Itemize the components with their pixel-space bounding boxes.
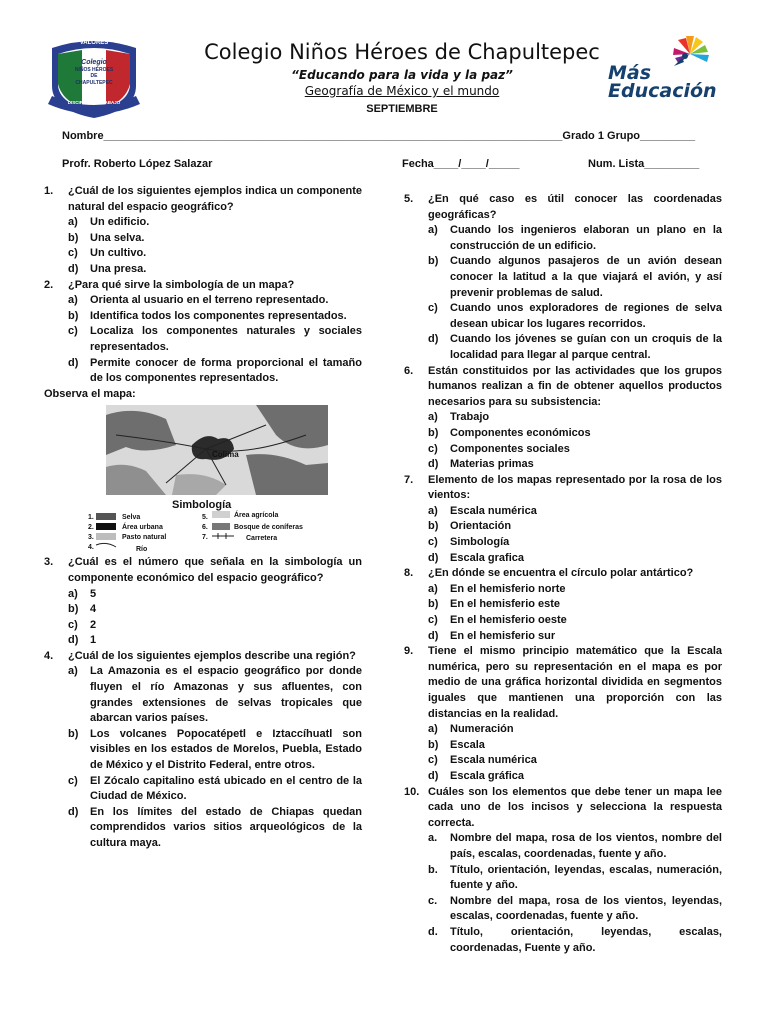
brand-line-2: Educación (608, 80, 717, 102)
option-text: Cuando algunos pasajeros de un avión desean conocer la latitud a la que viajará el avión, y así prevenir problemas de salud. (450, 255, 722, 299)
option-letter: b) (428, 426, 439, 439)
list-number-field[interactable]: Num. Lista_________ (588, 158, 700, 170)
question (44, 278, 362, 294)
answer-option[interactable] (68, 805, 362, 852)
answer-option[interactable] (68, 356, 362, 387)
legend-label-2: Área urbana (122, 524, 163, 532)
question-number: 2. (44, 278, 54, 291)
answer-option[interactable] (428, 332, 722, 363)
answer-option[interactable] (428, 551, 722, 567)
crest-top-text: VALORES (79, 40, 109, 46)
option-text: Componentes económicos (450, 426, 591, 439)
crest-line-3: DE (90, 73, 98, 79)
answer-option[interactable] (428, 613, 722, 629)
legend-num-2: 2. (88, 524, 94, 532)
option-letter: d) (428, 333, 439, 346)
answer-option[interactable] (428, 457, 722, 473)
question-number: 8. (404, 567, 414, 580)
option-letter: a) (68, 294, 78, 307)
brand-text (608, 64, 717, 100)
option-letter: c) (428, 442, 438, 455)
answer-option[interactable] (68, 293, 362, 309)
question (404, 473, 722, 504)
option-text: Materias primas (450, 458, 534, 471)
answer-option[interactable] (68, 664, 362, 726)
question-text: Están constituidos por las actividades que los grupos humanos realizan a fin de obtener aquellos productos necesarios para su subsistencia: (428, 364, 722, 408)
option-text: Escala numérica (450, 754, 537, 767)
legend-num-5: 5. (202, 514, 208, 522)
question (404, 785, 722, 832)
option-letter: a) (68, 665, 78, 678)
answer-option[interactable] (428, 504, 722, 520)
legend-num-6: 6. (202, 524, 208, 532)
option-letter: c) (68, 247, 78, 260)
crest-center-text (74, 60, 114, 86)
answer-option[interactable] (68, 727, 362, 774)
answer-option[interactable] (428, 753, 722, 769)
option-text: Orienta al usuario en el terreno representado. (90, 294, 329, 307)
question (44, 184, 362, 215)
option-text: Una selva. (90, 231, 145, 244)
option-letter: d) (68, 634, 79, 647)
option-text: Simbología (450, 536, 510, 549)
answer-option[interactable] (68, 602, 362, 618)
option-text: Trabajo (450, 411, 490, 424)
option-letter: c) (428, 614, 438, 627)
question-number: 6. (404, 364, 414, 377)
option-text: Título, orientación, leyendas, escalas, coordenadas, Fuente y año. (450, 925, 722, 954)
option-text: En el hemisferio sur (450, 629, 556, 642)
option-text: 2 (90, 618, 97, 631)
right-column (404, 192, 722, 956)
legend-label-5: Área agrícola (234, 512, 279, 520)
answer-option[interactable] (68, 309, 362, 325)
answer-option[interactable] (428, 223, 722, 254)
option-letter: b. (428, 863, 438, 876)
answer-option[interactable] (428, 894, 722, 925)
question (44, 555, 362, 586)
option-text: 1 (90, 634, 97, 647)
option-text: En los límites del estado de Chiapas quedan comprendidos varios sitios arqueológicos de la cultura maya. (90, 805, 362, 849)
option-text: Escala numérica (450, 504, 537, 517)
answer-option[interactable] (428, 254, 722, 301)
answer-option[interactable] (428, 738, 722, 754)
option-letter: a) (428, 504, 438, 517)
question-text: ¿En dónde se encuentra el círculo polar antártico? (428, 567, 694, 580)
option-letter: c) (428, 536, 438, 549)
mas-educacion-logo (608, 36, 724, 112)
option-letter: d) (428, 769, 439, 782)
option-letter: d) (68, 805, 79, 818)
option-text: Nombre del mapa, rosa de los vientos, nombre del país, escalas, coordenadas, fuente y año. (450, 832, 722, 860)
option-letter: d) (68, 262, 79, 275)
answer-option[interactable] (428, 535, 722, 551)
answer-option[interactable] (428, 629, 722, 645)
question (404, 192, 722, 223)
name-line[interactable]: Nombre___________________________________________________________________________Grado 1 Grupo_________ (62, 130, 696, 142)
answer-option[interactable] (428, 410, 722, 426)
option-letter: b) (68, 603, 79, 616)
legend-num-3: 3. (88, 534, 94, 542)
answer-option[interactable] (68, 215, 362, 231)
map-city-label: Colima (212, 450, 239, 460)
question-number: 7. (404, 473, 414, 486)
option-letter: a) (68, 587, 78, 600)
option-letter: d. (428, 925, 438, 938)
left-column (44, 184, 362, 852)
option-letter: d) (428, 458, 439, 471)
answer-option[interactable] (68, 246, 362, 262)
option-text: Permite conocer de forma proporcional el tamaño de los componentes representados. (90, 356, 362, 385)
option-letter: a) (428, 582, 438, 595)
option-text: Un edificio. (90, 216, 150, 229)
answer-option[interactable] (428, 831, 722, 862)
question (404, 644, 722, 722)
school-crest-logo (44, 38, 144, 120)
legend-label-4: Río (136, 546, 148, 554)
option-text: Los volcanes Popocatépetl e Iztaccíhuatl son visibles en los estados de Morelos, Puebla, Estado de México y el Distrito Federal, entre otros. (90, 727, 362, 772)
answer-option[interactable] (68, 633, 362, 649)
option-letter: b) (428, 520, 439, 533)
legend-label-6: Bosque de coníferas (234, 524, 303, 532)
option-text: Orientación (450, 520, 512, 533)
option-text: Una presa. (90, 262, 147, 275)
option-letter: c. (428, 894, 438, 907)
question-group-1-2 (44, 184, 362, 387)
option-letter: d) (68, 356, 79, 369)
map-intro: Observa el mapa: (44, 387, 136, 400)
question-number: 5. (404, 193, 414, 205)
subject-text: Geografía de México y el mundo (304, 84, 500, 98)
answer-option[interactable] (428, 597, 722, 613)
option-letter: c) (68, 618, 78, 631)
question-number: 10. (404, 785, 420, 798)
answer-option[interactable] (68, 262, 362, 278)
option-text: En el hemisferio norte (450, 582, 566, 595)
option-text: Identifica todos los componentes representados. (90, 309, 347, 322)
option-letter: b) (428, 255, 439, 268)
question-text: ¿Cuál es el número que señala en la simbología un componente económico del espacio geográfico? (68, 556, 362, 584)
option-text: Localiza los componentes naturales y sociales representados. (90, 325, 362, 353)
answer-option[interactable] (428, 519, 722, 535)
option-text: La Amazonia es el espacio geográfico por donde fluyen el río Amazonas y sus afluentes, con grandes extensiones de selvas tropicales que abarcan varios países. (90, 665, 362, 725)
option-text: Nombre del mapa, rosa de los vientos, leyendas, escalas, coordenadas, fuente y año. (450, 894, 722, 923)
answer-option[interactable] (68, 324, 362, 355)
brand-line-1: Más (608, 62, 652, 84)
question-text: ¿Cuál de los siguientes ejemplos describe una región? (68, 649, 356, 662)
school-name: Colegio Niños Héroes de Chapultepec (204, 40, 600, 64)
question (44, 649, 362, 665)
option-text: Cuando los ingenieros elaboran un plano en la construcción de un edificio. (450, 224, 722, 252)
question-text: Tiene el mismo principio matemático que la Escala numérica, pero su representación en el mapa es por medio de una gráfica horizontal dividida en segmentos iguales que mantienen una proporción con las distancias en la realidad. (428, 645, 722, 720)
answer-option[interactable] (428, 863, 722, 894)
option-letter: a) (428, 411, 438, 424)
option-letter: b) (68, 231, 79, 244)
question-text: ¿Para qué sirve la simbología de un mapa? (68, 278, 295, 291)
question-text: Cuáles son los elementos que debe tener un mapa lee cada uno de los incisos y selecciona la respuesta correcta. (428, 785, 722, 829)
option-letter: a) (428, 723, 438, 736)
map-figure (88, 405, 328, 554)
question-text: Elemento de los mapas representado por la rosa de los vientos: (428, 473, 722, 502)
question (404, 566, 722, 582)
option-letter: b) (68, 309, 79, 322)
crest-line-2: NIÑOS HÉROES (74, 66, 114, 73)
option-text: Componentes sociales (450, 442, 570, 455)
option-text: Escala grafica (450, 551, 524, 564)
option-letter: d) (428, 629, 439, 642)
question-text: ¿En qué caso es útil conocer las coordenadas geográficas? (428, 193, 722, 221)
question-number: 1. (44, 185, 54, 197)
crest-line-1: Colegio (81, 59, 107, 66)
option-text: Título, orientación, leyendas, escalas, numeración, fuente y año. (450, 863, 722, 892)
answer-option[interactable] (428, 442, 722, 458)
answer-option[interactable] (428, 722, 722, 738)
question-number: 9. (404, 645, 414, 658)
question-group-5-10 (404, 192, 722, 956)
legend-title: Simbología (172, 499, 232, 512)
option-text: 4 (90, 603, 97, 616)
option-text: Un cultivo. (90, 247, 147, 260)
question (404, 364, 722, 411)
question-group-3-4 (44, 555, 362, 851)
answer-option[interactable] (428, 426, 722, 442)
option-text: El Zócalo capitalino está ubicado en el centro de la Ciudad de México. (90, 774, 362, 803)
option-text: Cuando los jóvenes se guían con un croquis de la localidad para llegar al parque central. (450, 333, 722, 361)
legend-num-4: 4. (88, 544, 94, 552)
answer-option[interactable] (68, 774, 362, 805)
answer-option[interactable] (428, 769, 722, 785)
option-letter: c) (68, 774, 78, 787)
option-text: En el hemisferio este (450, 598, 561, 611)
answer-option[interactable] (428, 925, 722, 956)
legend-label-7: Carretera (246, 535, 278, 543)
legend-num-1: 1. (88, 514, 94, 522)
option-letter: c) (428, 302, 438, 315)
option-letter: b) (428, 598, 439, 611)
question-number: 3. (44, 556, 54, 569)
legend-num-7: 7. (202, 534, 208, 542)
answer-option[interactable] (68, 231, 362, 247)
date-field[interactable]: Fecha____/____/_____ (402, 158, 520, 170)
legend-label-1: Selva (122, 514, 141, 522)
option-text: 5 (90, 587, 97, 600)
option-letter: c) (68, 325, 78, 338)
answer-option[interactable] (428, 301, 722, 332)
question-number: 4. (44, 649, 54, 662)
legend-label-3: Pasto natural (122, 534, 167, 542)
crest-line-4: CHAPULTEPEC (75, 79, 113, 86)
option-letter: c) (428, 754, 438, 767)
answer-option[interactable] (68, 587, 362, 603)
option-letter: b) (68, 727, 79, 740)
option-letter: a. (428, 832, 438, 845)
motto: “Educando para la vida y la paz” (291, 68, 513, 82)
month: SEPTIEMBRE (366, 103, 438, 115)
subject (170, 84, 634, 98)
option-text: Cuando unos exploradores de regiones de selva desean ubicar los lugares recorridos. (450, 302, 722, 330)
option-letter: a) (68, 216, 78, 229)
option-text: Escala gráfica (450, 769, 524, 782)
option-text: Escala (450, 738, 485, 751)
answer-option[interactable] (68, 618, 362, 634)
option-letter: b) (428, 738, 439, 751)
teacher-name: Profr. Roberto López Salazar (62, 158, 213, 170)
option-letter: d) (428, 551, 439, 564)
answer-option[interactable] (428, 582, 722, 598)
option-letter: a) (428, 224, 438, 237)
question-text: ¿Cuál de los siguientes ejemplos indica un componente natural del espacio geográfico? (68, 185, 362, 213)
option-text: En el hemisferio oeste (450, 614, 567, 627)
crest-bottom-text: DISCIPLINA Y TRABAJO (67, 100, 121, 105)
option-text: Numeración (450, 723, 514, 736)
